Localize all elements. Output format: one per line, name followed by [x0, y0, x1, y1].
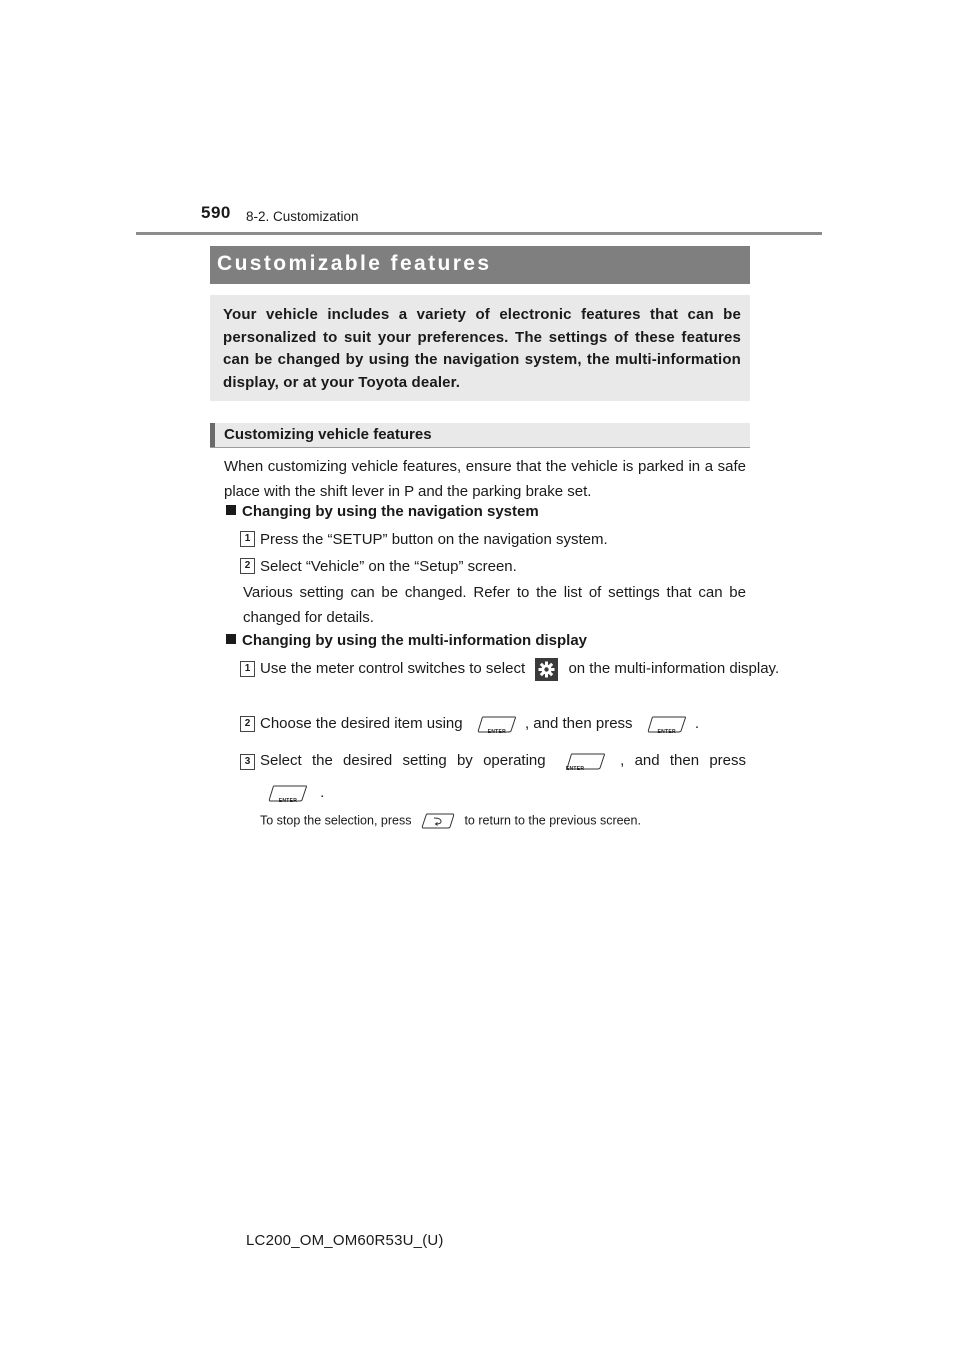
enter-button-icon: [647, 716, 687, 733]
step-2-text-b: , and then press: [524, 715, 633, 732]
square-bullet-icon: [226, 634, 236, 644]
step-3-text-a: Select the desired setting by operating: [260, 752, 546, 769]
enter-label: ENTER: [278, 797, 298, 804]
step-1-text-b: on the multi-information display.: [568, 660, 780, 677]
enter-label: ENTER: [565, 765, 585, 772]
enter-button-icon: [566, 753, 606, 770]
stop-text-a: To stop the selection, press: [260, 813, 412, 828]
enter-label: ENTER: [657, 728, 676, 735]
step-number: 3: [240, 754, 255, 770]
page-number: 590: [201, 203, 231, 222]
step-2-text-c: .: [694, 715, 700, 732]
step-number: 2: [240, 558, 255, 574]
navigation-step-2-note: Various setting can be changed. Refer to the list of settings that can be changed for details.: [243, 584, 746, 626]
navigation-heading: [226, 503, 539, 520]
square-bullet-icon: [226, 505, 236, 515]
step-1-text-a: Use the meter control switches to select: [260, 660, 526, 677]
section-reference: 8-2. Customization: [246, 209, 359, 224]
navigation-step-2: Select “Vehicle” on the “Setup” screen.: [260, 558, 517, 575]
multi-info-step-3: [260, 749, 746, 774]
intro-box: [210, 295, 750, 401]
navigation-heading-text: Changing by using the navigation system: [242, 503, 539, 520]
subsection-title: Customizing vehicle features: [224, 426, 432, 443]
multi-info-heading-text: Changing by using the multi-information display: [242, 632, 587, 649]
multi-info-step-3-cont: [268, 781, 324, 806]
step-3-text-c: .: [320, 784, 325, 801]
intro-text: Your vehicle includes a variety of electronic features that can be personalized to suit your preferences. The settings of these features can be changed by using the navigation system, the multi-information display, or at your Toyota dealer.: [223, 306, 741, 391]
step-number: 2: [240, 716, 255, 732]
multi-info-heading: [226, 632, 587, 649]
step-number: 1: [240, 531, 255, 547]
stop-text-b: to return to the previous screen.: [464, 813, 641, 828]
subsection-bar: [210, 423, 750, 448]
step-2-text-a: Choose the desired item using: [260, 715, 463, 732]
navigation-step-1: Press the “SETUP” button on the navigation system.: [260, 531, 608, 548]
header-rule: [136, 232, 822, 235]
subsection-accent: [210, 423, 215, 447]
enter-button-icon: [477, 716, 517, 733]
step-number: 1: [240, 661, 255, 677]
page-title: Customizable features: [217, 252, 492, 275]
gear-icon: [535, 658, 558, 681]
enter-label: ENTER: [487, 728, 507, 735]
subsection-intro: When customizing vehicle features, ensure that the vehicle is parked in a safe place with the shift lever in P and the parking brake set.: [224, 458, 746, 500]
multi-info-step-2: [260, 712, 699, 737]
document-code: LC200_OM_OM60R53U_(U): [246, 1232, 444, 1249]
back-icon: [421, 813, 455, 829]
stop-selection-note: [260, 813, 641, 829]
multi-info-step-1: [260, 657, 779, 682]
enter-button-icon: [268, 785, 308, 802]
title-bar: [210, 246, 750, 284]
step-3-text-b: , and then press: [620, 752, 746, 769]
